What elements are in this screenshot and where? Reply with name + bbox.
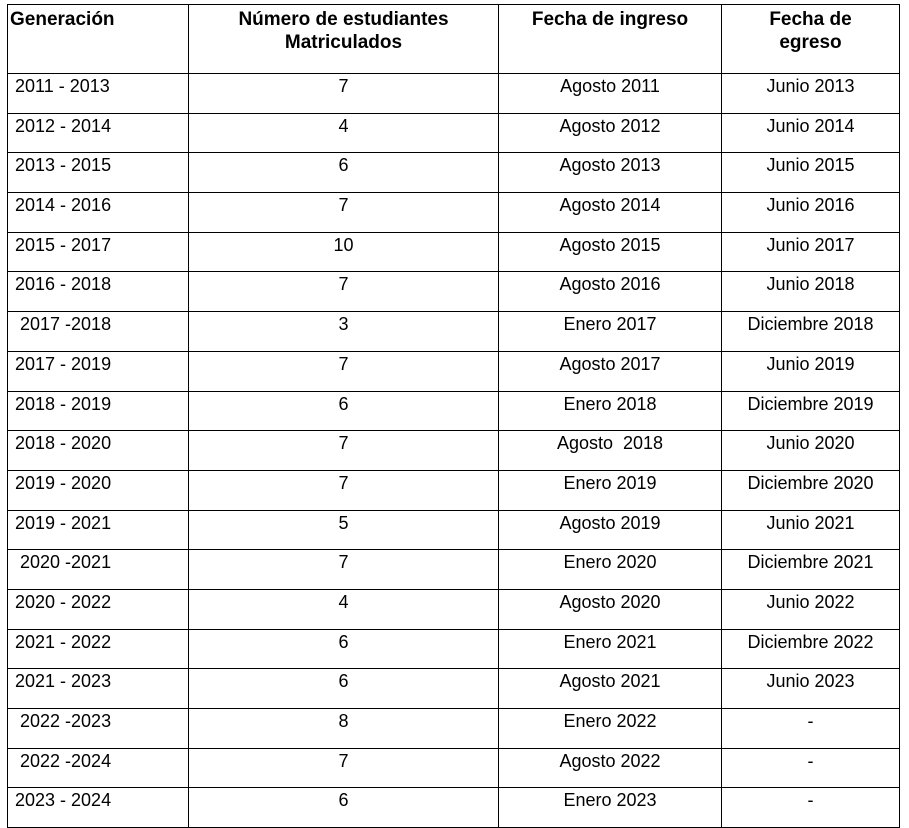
cell-estudiantes: 6	[189, 629, 499, 669]
cell-ingreso: Agosto 2018	[499, 431, 722, 471]
cell-egreso: -	[722, 709, 900, 749]
cell-generacion: 2015 - 2017	[8, 232, 189, 272]
table-row	[8, 153, 900, 193]
cell-estudiantes: 7	[189, 431, 499, 471]
header-generacion-label: Generación	[10, 9, 115, 30]
header-ingreso	[499, 5, 722, 74]
cell-egreso: Junio 2015	[722, 153, 900, 193]
table-row	[8, 669, 900, 709]
cell-generacion: 2012 - 2014	[8, 113, 189, 153]
cell-ingreso: Agosto 2013	[499, 153, 722, 193]
cell-generacion: 2013 - 2015	[8, 153, 189, 193]
cell-generacion: 2020 - 2022	[8, 589, 189, 629]
table-row	[8, 391, 900, 431]
cell-ingreso: Agosto 2014	[499, 193, 722, 233]
cell-generacion: 2011 - 2013	[8, 74, 189, 114]
table-row	[8, 113, 900, 153]
cell-generacion: 2018 - 2019	[8, 391, 189, 431]
table-row	[8, 312, 900, 352]
table-row	[8, 510, 900, 550]
header-egreso	[722, 5, 900, 74]
cell-egreso: Diciembre 2019	[722, 391, 900, 431]
cell-estudiantes: 7	[189, 550, 499, 590]
cell-ingreso: Agosto 2015	[499, 232, 722, 272]
cell-generacion: 2019 - 2020	[8, 470, 189, 510]
cell-ingreso: Agosto 2016	[499, 272, 722, 312]
cell-estudiantes: 7	[189, 193, 499, 233]
cell-estudiantes: 4	[189, 589, 499, 629]
table-row	[8, 788, 900, 828]
table-body	[8, 74, 900, 828]
cell-ingreso: Agosto 2011	[499, 74, 722, 114]
table-row	[8, 272, 900, 312]
cell-generacion: 2021 - 2023	[8, 669, 189, 709]
cell-egreso: Junio 2023	[722, 669, 900, 709]
cell-generacion: 2017 - 2019	[8, 351, 189, 391]
cell-estudiantes: 7	[189, 351, 499, 391]
table-row	[8, 74, 900, 114]
cell-egreso: -	[722, 748, 900, 788]
cell-egreso: Diciembre 2022	[722, 629, 900, 669]
cell-generacion: 2021 - 2022	[8, 629, 189, 669]
table-row	[8, 629, 900, 669]
cell-generacion: 2022 -2024	[8, 748, 189, 788]
table-row	[8, 748, 900, 788]
cell-generacion: 2022 -2023	[8, 709, 189, 749]
cell-egreso: Junio 2022	[722, 589, 900, 629]
cell-estudiantes: 8	[189, 709, 499, 749]
cell-egreso: Junio 2018	[722, 272, 900, 312]
cell-ingreso: Agosto 2020	[499, 589, 722, 629]
table-header	[8, 5, 900, 74]
cell-egreso: Diciembre 2020	[722, 470, 900, 510]
cell-ingreso: Enero 2023	[499, 788, 722, 828]
cell-estudiantes: 6	[189, 153, 499, 193]
header-row	[8, 5, 900, 74]
generations-table	[7, 4, 900, 828]
cell-estudiantes: 5	[189, 510, 499, 550]
cell-ingreso: Enero 2019	[499, 470, 722, 510]
header-estudiantes-line2: Matriculados	[284, 32, 403, 53]
table-row	[8, 193, 900, 233]
cell-generacion: 2019 - 2021	[8, 510, 189, 550]
cell-estudiantes: 10	[189, 232, 499, 272]
cell-estudiantes: 6	[189, 788, 499, 828]
cell-egreso: Junio 2014	[722, 113, 900, 153]
cell-ingreso: Enero 2017	[499, 312, 722, 352]
cell-generacion: 2023 - 2024	[8, 788, 189, 828]
cell-ingreso: Enero 2020	[499, 550, 722, 590]
cell-generacion: 2017 -2018	[8, 312, 189, 352]
cell-generacion: 2020 -2021	[8, 550, 189, 590]
cell-ingreso: Enero 2022	[499, 709, 722, 749]
cell-estudiantes: 3	[189, 312, 499, 352]
cell-ingreso: Agosto 2022	[499, 748, 722, 788]
cell-generacion: 2018 - 2020	[8, 431, 189, 471]
cell-ingreso: Enero 2021	[499, 629, 722, 669]
cell-estudiantes: 7	[189, 470, 499, 510]
table-row	[8, 550, 900, 590]
cell-egreso: Junio 2013	[722, 74, 900, 114]
cell-ingreso: Agosto 2012	[499, 113, 722, 153]
header-generacion	[8, 5, 189, 74]
header-egreso-line2: egreso	[779, 32, 842, 53]
cell-ingreso: Enero 2018	[499, 391, 722, 431]
header-estudiantes	[189, 5, 499, 74]
header-egreso-line1: Fecha de	[769, 9, 852, 30]
cell-estudiantes: 7	[189, 748, 499, 788]
cell-ingreso: Agosto 2019	[499, 510, 722, 550]
cell-egreso: Diciembre 2018	[722, 312, 900, 352]
table-row	[8, 470, 900, 510]
table-row	[8, 589, 900, 629]
cell-estudiantes: 4	[189, 113, 499, 153]
cell-ingreso: Agosto 2017	[499, 351, 722, 391]
cell-egreso: -	[722, 788, 900, 828]
cell-egreso: Junio 2016	[722, 193, 900, 233]
cell-egreso: Junio 2020	[722, 431, 900, 471]
cell-generacion: 2016 - 2018	[8, 272, 189, 312]
cell-ingreso: Agosto 2021	[499, 669, 722, 709]
header-estudiantes-line1: Número de estudiantes	[238, 9, 449, 30]
cell-egreso: Junio 2021	[722, 510, 900, 550]
cell-estudiantes: 6	[189, 669, 499, 709]
table-row	[8, 709, 900, 749]
cell-generacion: 2014 - 2016	[8, 193, 189, 233]
cell-egreso: Junio 2019	[722, 351, 900, 391]
cell-egreso: Junio 2017	[722, 232, 900, 272]
cell-estudiantes: 6	[189, 391, 499, 431]
cell-estudiantes: 7	[189, 74, 499, 114]
header-ingreso-label: Fecha de ingreso	[531, 9, 689, 30]
cell-estudiantes: 7	[189, 272, 499, 312]
table-row	[8, 232, 900, 272]
cell-egreso: Diciembre 2021	[722, 550, 900, 590]
table-row	[8, 431, 900, 471]
table-row	[8, 351, 900, 391]
